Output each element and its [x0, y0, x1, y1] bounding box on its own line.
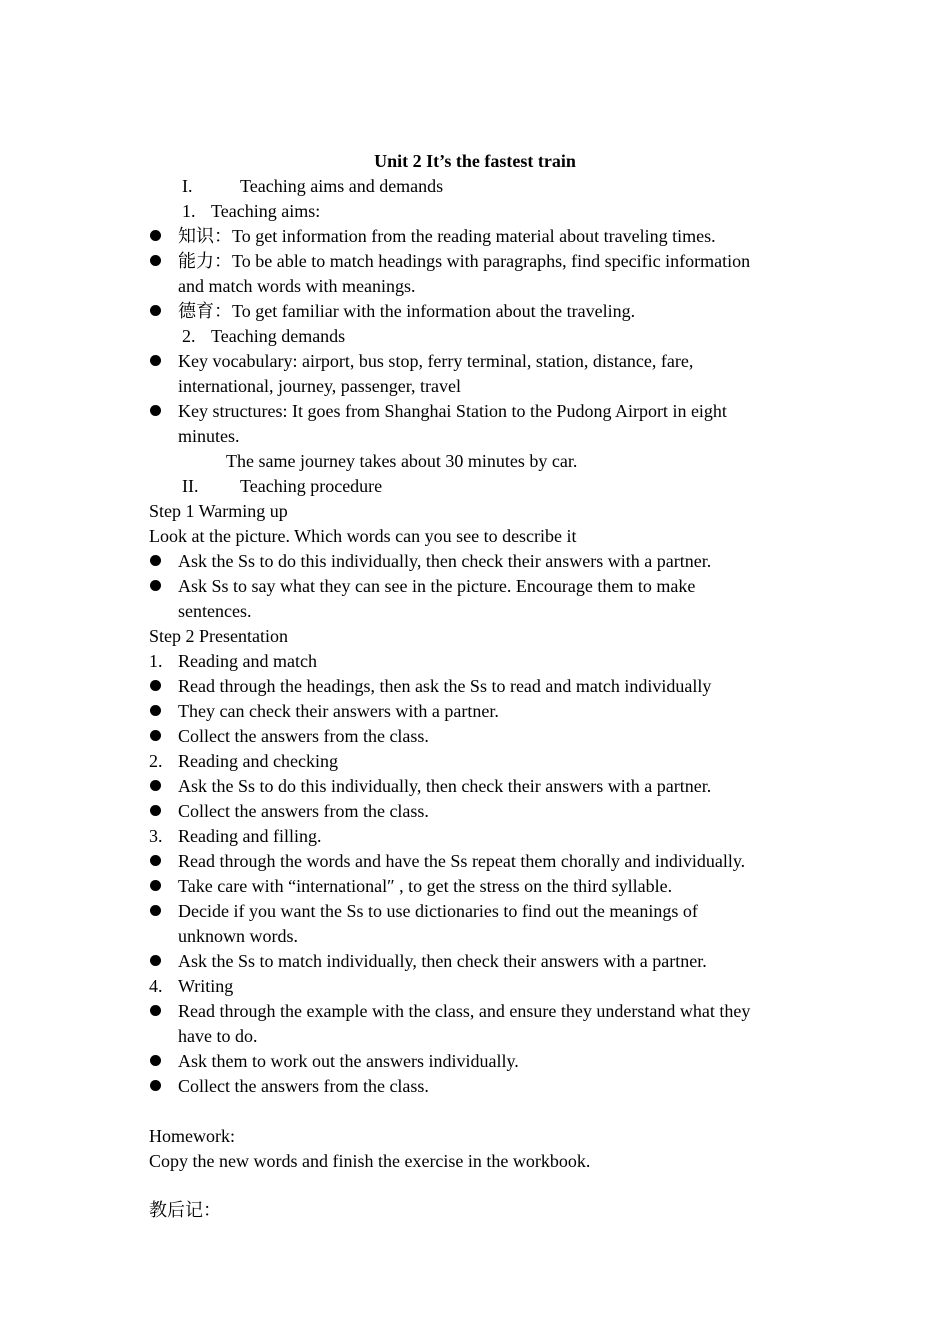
list-item: Collect the answers from the class.: [178, 1076, 429, 1096]
list-item: Ask them to work out the answers individually.: [178, 1051, 519, 1071]
paragraph: Look at the picture. Which words can you see to describe it: [149, 526, 577, 546]
list-item: Take care with “international″ , to get the stress on the third syllable.: [178, 876, 673, 896]
list-item: Collect the answers from the class.: [178, 726, 429, 746]
bullet-icon: [150, 705, 161, 716]
list-item: Collect the answers from the class.: [178, 801, 429, 821]
bullet-icon: [150, 255, 161, 266]
list-item: They can check their answers with a partner.: [178, 701, 499, 721]
list-item: Ask Ss to say what they can see in the picture. Encourage them to make: [178, 576, 696, 596]
subsection-heading: Teaching aims:: [211, 201, 321, 221]
bullet-icon: [150, 955, 161, 966]
step-heading: Step 1 Warming up: [149, 501, 288, 521]
bullet-icon: [150, 855, 161, 866]
notes-label: 教后记：: [149, 1200, 221, 1220]
subsection-number: 1.: [182, 201, 196, 221]
bullet-icon: [150, 880, 161, 891]
list-item: 知识：To get information from the reading material about traveling times.: [178, 226, 716, 246]
list-item: Decide if you want the Ss to use dictionaries to find out the meanings of: [178, 901, 698, 921]
bullet-icon: [150, 305, 161, 316]
subsection-heading: Teaching demands: [211, 326, 346, 346]
list-item-continued: and match words with meanings.: [178, 276, 416, 296]
section-number: II.: [182, 476, 199, 496]
section-number: I.: [182, 176, 193, 196]
list-item-continued: have to do.: [178, 1026, 258, 1046]
bullet-icon: [150, 1055, 161, 1066]
bullet-icon: [150, 780, 161, 791]
list-item: 德育：To get familiar with the information about the traveling.: [178, 301, 636, 321]
homework-heading: Homework:: [149, 1126, 235, 1146]
example-sentence: The same journey takes about 30 minutes by car.: [226, 451, 578, 471]
part-heading: Reading and match: [178, 651, 317, 671]
list-item: Read through the words and have the Ss repeat them chorally and individually.: [178, 851, 746, 871]
bullet-icon: [150, 580, 161, 591]
bullet-icon: [150, 355, 161, 366]
list-item: Ask the Ss to do this individually, then check their answers with a partner.: [178, 776, 712, 796]
list-item-continued: unknown words.: [178, 926, 298, 946]
bullet-icon: [150, 730, 161, 741]
part-heading: Writing: [178, 976, 234, 996]
homework-text: Copy the new words and finish the exercise in the workbook.: [149, 1151, 591, 1171]
subsection-number: 2.: [182, 326, 196, 346]
part-number: 3.: [149, 826, 163, 846]
bullet-icon: [150, 805, 161, 816]
step-heading: Step 2 Presentation: [149, 626, 288, 646]
bullet-icon: [150, 905, 161, 916]
list-item: Key structures: It goes from Shanghai Station to the Pudong Airport in eight: [178, 401, 727, 421]
list-item: Ask the Ss to match individually, then check their answers with a partner.: [178, 951, 707, 971]
bullet-icon: [150, 230, 161, 241]
bullet-icon: [150, 555, 161, 566]
list-item: Read through the example with the class, and ensure they understand what they: [178, 1001, 751, 1021]
list-item: 能力：To be able to match headings with paragraphs, find specific information: [178, 251, 751, 271]
bullet-icon: [150, 680, 161, 691]
part-number: 4.: [149, 976, 163, 996]
part-number: 1.: [149, 651, 163, 671]
list-item: Ask the Ss to do this individually, then check their answers with a partner.: [178, 551, 712, 571]
list-item: Read through the headings, then ask the Ss to read and match individually: [178, 676, 712, 696]
part-heading: Reading and checking: [178, 751, 338, 771]
bullet-icon: [150, 1080, 161, 1091]
list-item-continued: sentences.: [178, 601, 252, 621]
document-title: Unit 2 It’s the fastest train: [374, 151, 576, 171]
part-heading: Reading and filling.: [178, 826, 322, 846]
list-item-continued: international, journey, passenger, travel: [178, 376, 462, 396]
bullet-icon: [150, 405, 161, 416]
section-heading: Teaching procedure: [240, 476, 383, 496]
part-number: 2.: [149, 751, 163, 771]
list-item-continued: minutes.: [178, 426, 240, 446]
bullet-icon: [150, 1005, 161, 1016]
section-heading: Teaching aims and demands: [240, 176, 444, 196]
list-item: Key vocabulary: airport, bus stop, ferry terminal, station, distance, fare,: [178, 351, 694, 371]
